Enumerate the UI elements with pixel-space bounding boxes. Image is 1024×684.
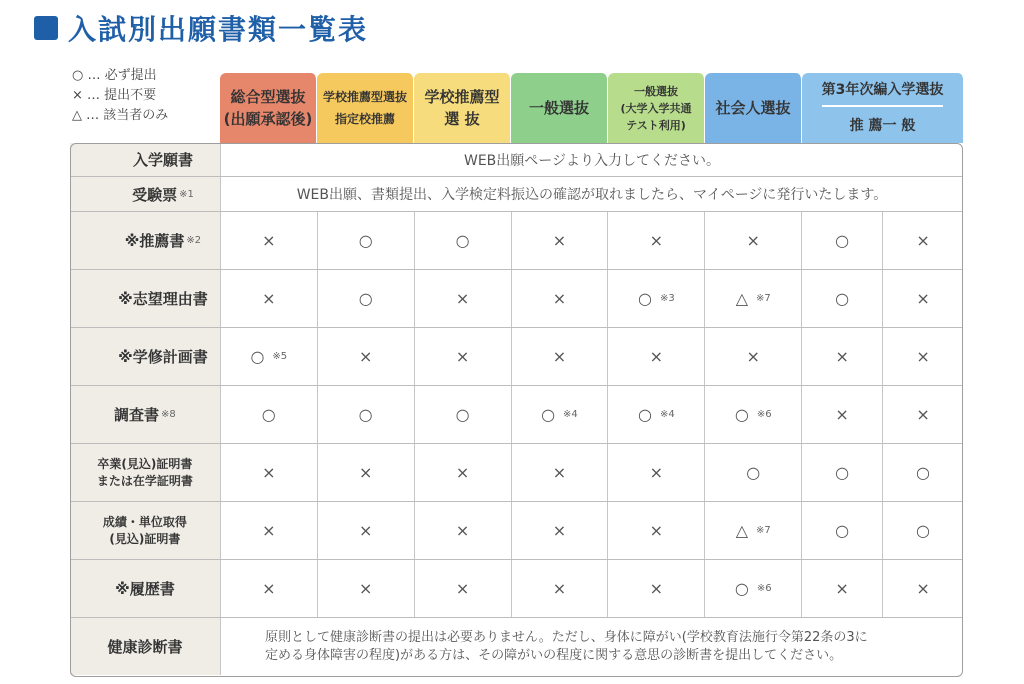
cell-mark: × xyxy=(649,347,664,366)
cell-mark: × xyxy=(358,347,373,366)
table-cell xyxy=(317,270,414,327)
table-row xyxy=(70,212,963,270)
legend-item-not-required: × … 提出不要 xyxy=(72,88,157,103)
table-cell xyxy=(511,212,608,269)
cell-mark: ○ xyxy=(734,579,749,598)
column-header-2 xyxy=(317,73,414,143)
cell-mark: ○ xyxy=(250,347,265,366)
table-cell xyxy=(220,444,317,501)
documents-table xyxy=(70,143,963,675)
cell-mark: ○ xyxy=(261,405,276,424)
cell-mark: × xyxy=(358,463,373,482)
column-header-transfer xyxy=(802,73,964,143)
column-header-line: 一般選抜 xyxy=(528,99,589,117)
cell-note: ※7 xyxy=(756,293,771,304)
health-note-line: 定める身体障害の程度)がある方は、その障がいの程度に関する意思の診断書を提出してください。 xyxy=(265,647,843,663)
row-wide-text: WEB出願、書類提出、入学検定料振込の確認が取れましたら、マイページに発行いたします。 xyxy=(220,177,963,211)
row-label: 健康診断書 xyxy=(70,618,220,675)
table-cell xyxy=(607,328,704,385)
cell-mark: ○ xyxy=(358,405,373,424)
cell-mark: × xyxy=(916,405,930,424)
column-header-line: 総合型選抜 xyxy=(230,88,306,106)
cell-mark: × xyxy=(916,231,930,250)
table-cell xyxy=(220,270,317,327)
table-header xyxy=(220,73,964,143)
cell-mark: × xyxy=(455,521,470,540)
table-cell xyxy=(220,212,317,269)
cell-mark: × xyxy=(262,463,276,482)
cell-mark: ○ xyxy=(835,289,850,308)
table-cell xyxy=(511,502,608,559)
cell-mark: ○ xyxy=(835,521,850,540)
cell-note: ※3 xyxy=(659,293,675,304)
table-cell xyxy=(704,444,801,501)
cell-note: ※7 xyxy=(756,525,771,536)
table-cell xyxy=(511,560,608,617)
column-header-line: テスト利用) xyxy=(626,118,686,132)
cell-mark: × xyxy=(262,521,276,540)
table-cell xyxy=(704,560,801,617)
row-label-note: ※2 xyxy=(186,235,202,246)
table-cell xyxy=(414,270,511,327)
table-row xyxy=(70,560,963,618)
row-label xyxy=(70,177,220,211)
table-cell xyxy=(317,560,414,617)
row-wide-text: WEB出願ページより入力してください。 xyxy=(220,143,963,176)
row-label-text: ※学修計画書 xyxy=(118,348,208,366)
table-cell xyxy=(801,444,882,501)
table-row xyxy=(70,143,963,177)
table-row xyxy=(70,386,963,444)
health-note-text xyxy=(265,629,868,665)
row-label-text: または在学証明書 xyxy=(96,473,193,488)
row-label xyxy=(70,328,220,385)
cell-mark: × xyxy=(649,521,664,540)
cell-mark: × xyxy=(552,521,567,540)
cell-mark: × xyxy=(746,347,760,366)
cell-mark: ○ xyxy=(916,463,931,482)
transfer-header-title: 第3年次編入学選抜 xyxy=(822,73,944,107)
health-note xyxy=(220,618,963,675)
column-header-1 xyxy=(220,73,317,143)
cell-mark: △ xyxy=(735,521,748,540)
table-cell xyxy=(317,444,414,501)
table-cell xyxy=(511,386,608,443)
cell-mark: × xyxy=(835,347,849,366)
cell-mark: × xyxy=(552,463,567,482)
table-cell xyxy=(704,328,801,385)
cell-mark: × xyxy=(746,231,760,250)
legend xyxy=(72,66,168,126)
row-label-text: 卒業(見込)証明書 xyxy=(97,456,193,471)
cell-mark: ○ xyxy=(637,405,652,424)
table-cell xyxy=(801,386,882,443)
cell-mark: × xyxy=(552,347,567,366)
table-cell xyxy=(220,386,317,443)
title-square-icon xyxy=(34,16,58,40)
row-label-text: 受験票 xyxy=(132,185,178,204)
table-cell xyxy=(511,328,608,385)
row-label-text: 入学願書 xyxy=(132,151,193,169)
table-cell xyxy=(704,212,801,269)
column-header-5 xyxy=(608,73,705,143)
cell-mark: × xyxy=(358,579,373,598)
column-header-line: 選 抜 xyxy=(444,110,480,128)
table-cell xyxy=(882,212,963,269)
cell-mark: × xyxy=(455,463,470,482)
cell-mark: × xyxy=(649,463,664,482)
table-cell xyxy=(511,270,608,327)
table-cell xyxy=(607,444,704,501)
cell-mark: ○ xyxy=(455,231,470,250)
transfer-header-sub xyxy=(850,107,916,143)
table-row-health xyxy=(70,618,963,675)
cell-mark: × xyxy=(552,289,567,308)
cell-mark: × xyxy=(262,289,276,308)
table-cell xyxy=(414,560,511,617)
cell-mark: × xyxy=(649,231,664,250)
cell-mark: ○ xyxy=(746,463,761,482)
cell-mark: × xyxy=(649,579,664,598)
table-cell xyxy=(801,270,882,327)
table-row xyxy=(70,444,963,502)
table-cell xyxy=(882,386,963,443)
row-label-text: ※志望理由書 xyxy=(118,290,208,308)
table-cell xyxy=(801,560,882,617)
cell-mark: × xyxy=(262,231,276,250)
table-cell xyxy=(704,386,801,443)
table-cell xyxy=(317,502,414,559)
cell-mark: × xyxy=(358,521,373,540)
cell-mark: × xyxy=(455,347,470,366)
table-cell xyxy=(511,444,608,501)
table-cell xyxy=(220,502,317,559)
row-label xyxy=(70,502,220,559)
cell-mark: ○ xyxy=(734,405,749,424)
table-cell xyxy=(704,270,801,327)
title-text: 入試別出願書類一覧表 xyxy=(68,13,369,46)
cell-mark: △ xyxy=(735,289,749,308)
cell-mark: ○ xyxy=(455,405,470,424)
column-header-4 xyxy=(511,73,608,143)
row-label-note: ※8 xyxy=(161,409,176,420)
table-cell xyxy=(607,386,704,443)
cell-mark: ○ xyxy=(358,289,373,308)
table-cell xyxy=(220,328,317,385)
row-label-text: 調査書 xyxy=(114,406,160,424)
table-cell xyxy=(801,502,882,559)
row-label xyxy=(70,444,220,501)
row-label-text: ※推薦書 xyxy=(124,232,185,250)
row-label-text: 成績・単位取得 xyxy=(102,514,187,529)
cell-mark: × xyxy=(916,579,930,598)
cell-mark: × xyxy=(835,405,849,424)
table-cell xyxy=(414,444,511,501)
cell-mark: ○ xyxy=(638,289,652,308)
transfer-sub-header-2: 一 般 xyxy=(882,118,916,134)
table-cell xyxy=(801,328,882,385)
cell-mark: ○ xyxy=(835,231,850,250)
legend-item-required: ○ … 必ず提出 xyxy=(72,68,157,83)
health-note-line: 原則として健康診断書の提出は必要ありません。ただし、身体に障がい(学校教育法施行令第22条の3に xyxy=(265,629,868,645)
column-header-line: 指定校推薦 xyxy=(334,112,395,126)
page-title xyxy=(34,8,368,48)
table-row xyxy=(70,177,963,212)
table-row xyxy=(70,328,963,386)
cell-mark: × xyxy=(916,289,930,308)
row-label xyxy=(70,560,220,617)
column-header-3 xyxy=(414,73,511,143)
cell-mark: ○ xyxy=(916,521,931,540)
cell-mark: × xyxy=(455,289,470,308)
table-cell xyxy=(317,386,414,443)
table-cell xyxy=(704,502,801,559)
column-header-line: 一般選抜 xyxy=(634,84,678,98)
cell-mark: × xyxy=(552,231,567,250)
table-cell xyxy=(317,328,414,385)
legend-item-applicable: △ … 該当者のみ xyxy=(72,108,169,123)
table-cell xyxy=(607,560,704,617)
table-cell xyxy=(317,212,414,269)
column-header-line: 学校推薦型選抜 xyxy=(322,90,407,104)
table-cell xyxy=(882,560,963,617)
cell-mark: × xyxy=(916,347,930,366)
row-label-text: ※履歴書 xyxy=(115,580,175,598)
table-cell xyxy=(414,502,511,559)
table-cell xyxy=(414,212,511,269)
row-label xyxy=(70,386,220,443)
table-cell xyxy=(414,386,511,443)
cell-mark: × xyxy=(455,579,470,598)
table-cell xyxy=(607,212,704,269)
table-cell xyxy=(414,328,511,385)
table-cell xyxy=(882,502,963,559)
table-cell xyxy=(220,560,317,617)
row-label xyxy=(70,270,220,327)
cell-mark: × xyxy=(262,579,276,598)
cell-mark: ○ xyxy=(835,463,850,482)
table-row xyxy=(70,502,963,560)
column-header-line: 社会人選抜 xyxy=(715,99,791,117)
row-label xyxy=(70,143,220,176)
column-header-line: (出願承認後) xyxy=(223,110,313,128)
table-cell xyxy=(882,270,963,327)
column-header-6 xyxy=(705,73,802,143)
column-header-line: 学校推薦型 xyxy=(424,88,500,106)
table-cell xyxy=(607,502,704,559)
transfer-sub-header-1: 推 薦 xyxy=(849,118,883,134)
cell-mark: ○ xyxy=(541,405,556,424)
cell-note: ※6 xyxy=(756,583,772,594)
cell-note: ※4 xyxy=(659,409,675,420)
cell-note: ※5 xyxy=(272,351,288,362)
table-cell xyxy=(801,212,882,269)
row-label xyxy=(70,212,220,269)
table-row xyxy=(70,270,963,328)
cell-note: ※6 xyxy=(756,409,772,420)
cell-mark: × xyxy=(835,579,849,598)
table-cell xyxy=(882,444,963,501)
column-header-line: (大学入学共通 xyxy=(620,101,692,115)
cell-mark: ○ xyxy=(358,231,373,250)
cell-mark: × xyxy=(552,579,567,598)
row-label-note: ※1 xyxy=(179,188,194,200)
cell-note: ※4 xyxy=(563,409,578,420)
row-label-text: (見込)証明書 xyxy=(109,531,181,546)
table-cell xyxy=(607,270,704,327)
table-cell xyxy=(882,328,963,385)
